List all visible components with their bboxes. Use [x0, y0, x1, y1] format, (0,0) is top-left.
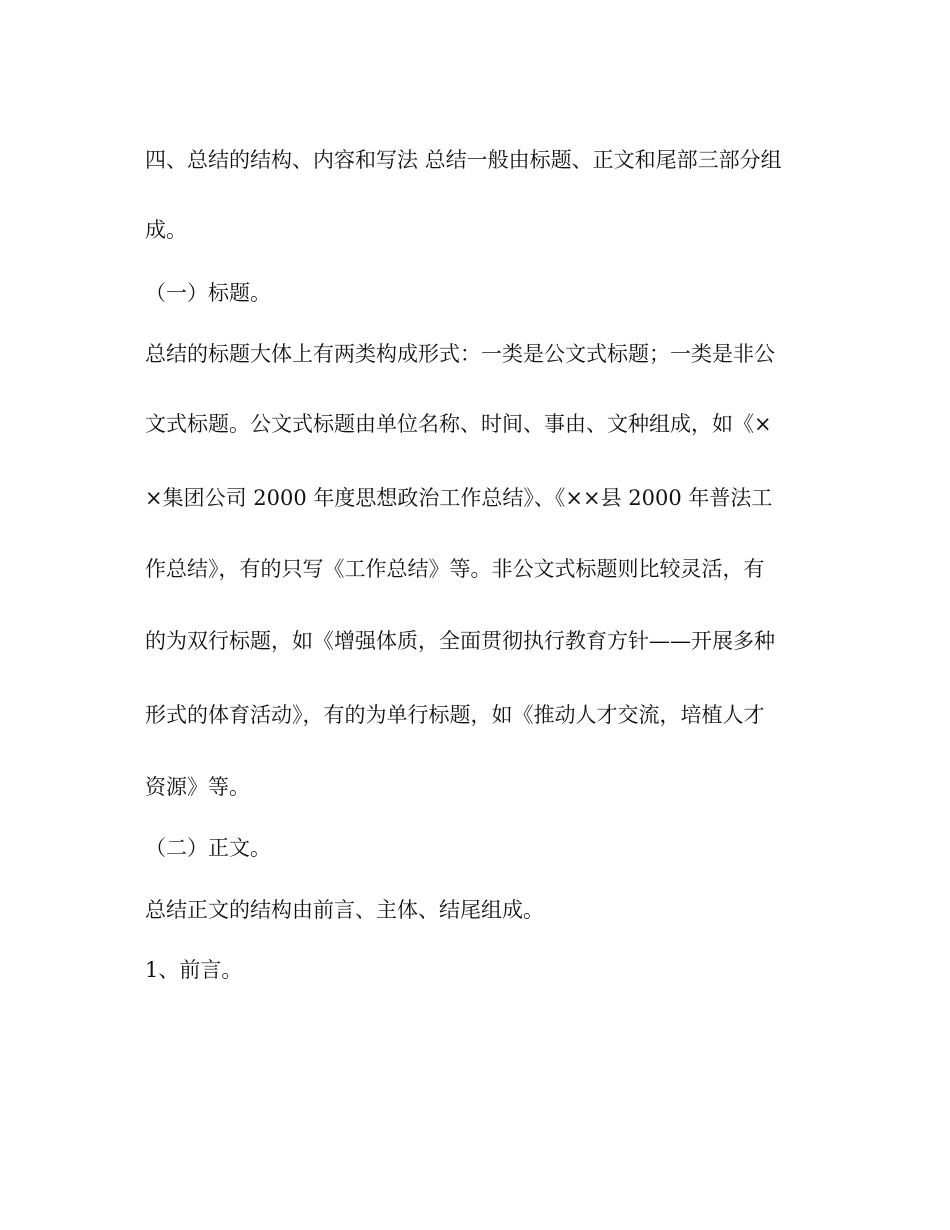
text-line: 成。 [145, 218, 187, 242]
subheading-body: （二）正文。 [145, 836, 271, 860]
text-line: 的为双行标题，如《增强体质，全面贯彻执行教育方针——开展多种 [145, 629, 775, 653]
text-line: 文式标题。公文式标题由单位名称、时间、事由、文种组成，如《× [145, 412, 772, 436]
text-line: 总结正文的结构由前言、主体、结尾组成。 [145, 898, 544, 922]
text-line: ×集团公司 2000 年度思想政治工作总结》、《××县 2000 年普法工 [145, 486, 773, 510]
numbered-heading: 1、前言。 [145, 958, 243, 982]
subheading-title: （一）标题。 [145, 281, 271, 305]
text-line: 资源》等。 [145, 775, 250, 799]
text-line: 形式的体育活动》，有的为单行标题，如《推动人才交流，培植人才 [145, 703, 765, 727]
text-line: 作总结》，有的只写《工作总结》等。非公文式标题则比较灵活，有 [145, 557, 765, 581]
text-line: 总结的标题大体上有两类构成形式：一类是公文式标题；一类是非公 [145, 342, 775, 366]
text-line-section-heading: 四、总结的结构、内容和写法 总结一般由标题、正文和尾部三部分组 [145, 148, 782, 172]
